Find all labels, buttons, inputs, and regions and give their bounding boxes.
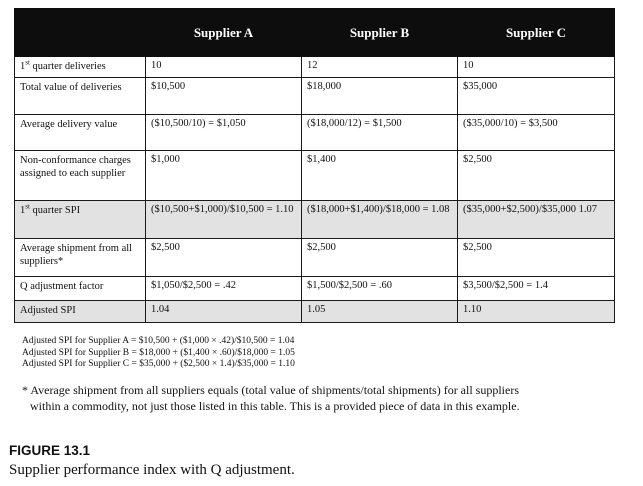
row-label: Average shipment from all suppliers* [15,239,146,277]
calculation-notes [22,336,295,371]
row-label: 1st quarter deliveries [15,57,146,78]
cell-supplier-b: $1,400 [302,151,458,201]
cell-supplier-b: ($18,000+$1,400)/$18,000 = 1.08 [302,201,458,239]
cell-supplier-a: 10 [146,57,302,78]
cell-supplier-b: $18,000 [302,78,458,115]
header-supplier-c: Supplier C [458,9,615,57]
row-label: 1st quarter SPI [15,201,146,239]
table-row-quarter-spi [15,201,615,239]
row-label: Non-conformance charges assigned to each supplier [15,151,146,201]
row-label: Q adjustment factor [15,277,146,301]
cell-supplier-c: $3,500/$2,500 = 1.4 [458,277,615,301]
cell-supplier-a: ($10,500+$1,000)/$10,500 = 1.10 [146,201,302,239]
cell-supplier-a: $1,050/$2,500 = .42 [146,277,302,301]
note-supplier-b: Adjusted SPI for Supplier B = $18,000 + ($1,400 × .60)/$18,000 = 1.05 [22,347,295,358]
figure-caption: Supplier performance index with Q adjustment. [9,462,295,478]
cell-supplier-b: ($18,000/12) = $1,500 [302,115,458,151]
table-footnote [22,383,622,414]
cell-supplier-a: $1,000 [146,151,302,201]
cell-supplier-a: $2,500 [146,239,302,277]
table-row-quarter-deliveries [15,57,615,78]
cell-supplier-c: 1.10 [458,301,615,323]
cell-supplier-b: $1,500/$2,500 = .60 [302,277,458,301]
footnote-line-1: * Average shipment from all suppliers equals (total value of shipments/total shipments) for all suppliers [22,383,520,397]
header-supplier-b: Supplier B [302,9,458,57]
note-supplier-a: Adjusted SPI for Supplier A = $10,500 + ($1,000 × .42)/$10,500 = 1.04 [22,336,295,346]
footnote-line-2: within a commodity, not just those listed in this table. This is a provided piece of data in this example. [30,398,520,413]
cell-supplier-b: 1.05 [302,301,458,323]
cell-supplier-c: 10 [458,57,615,78]
cell-supplier-c: $35,000 [458,78,615,115]
cell-supplier-b: $2,500 [302,239,458,277]
cell-supplier-a: ($10,500/10) = $1,050 [146,115,302,151]
table-row-average-shipment [15,239,615,277]
table-row-adjusted-spi [15,301,615,323]
table-row-total-value [15,78,615,115]
header-supplier-a: Supplier A [146,9,302,57]
cell-supplier-c: $2,500 [458,239,615,277]
cell-supplier-a: 1.04 [146,301,302,323]
header-corner [15,9,146,57]
row-label: Total value of deliveries [15,78,146,115]
cell-supplier-a: $10,500 [146,78,302,115]
table-row-nonconformance [15,151,615,201]
cell-supplier-c: $2,500 [458,151,615,201]
table-row-average-delivery [15,115,615,151]
figure-label: FIGURE 13.1 [9,443,91,458]
cell-supplier-c: ($35,000/10) = $3,500 [458,115,615,151]
cell-supplier-b: 12 [302,57,458,78]
table-header-row [15,9,615,57]
note-supplier-c: Adjusted SPI for Supplier C = $35,000 + ($2,500 × 1.4)/$35,000 = 1.10 [22,359,295,370]
row-label: Adjusted SPI [15,301,146,323]
cell-supplier-c: ($35,000+$2,500)/$35,000 1.07 [458,201,615,239]
table-row-q-adjustment [15,277,615,301]
supplier-performance-table [14,8,615,323]
row-label: Average delivery value [15,115,146,151]
